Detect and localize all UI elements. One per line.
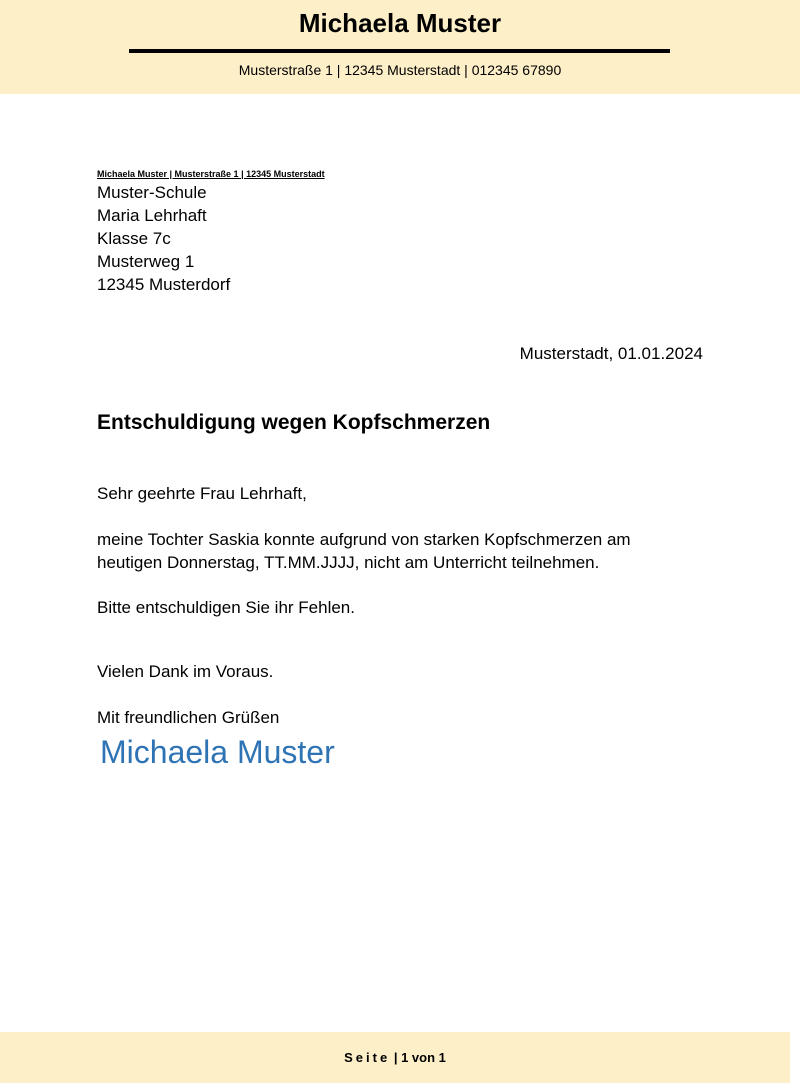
page-label: Seite — [344, 1050, 391, 1065]
recipient-line-3: Klasse 7c — [97, 229, 171, 248]
letterhead-name: Michaela Muster — [298, 8, 502, 38]
letter-date: Musterstadt, 01.01.2024 — [519, 344, 703, 363]
body-paragraph-1-line-1: meine Tochter Saskia konnte aufgrund von starken Kopfschmerzen am — [97, 530, 631, 549]
page-number — [0, 1050, 790, 1065]
body-paragraph-2: Bitte entschuldigen Sie ihr Fehlen. — [97, 598, 355, 617]
sender-return-address: Michaela Muster | Musterstraße 1 | 12345 Musterstadt — [97, 169, 325, 179]
recipient-line-4: Musterweg 1 — [97, 252, 195, 271]
letterhead-contact: Musterstraße 1 | 12345 Musterstadt | 012345 67890 — [238, 62, 562, 78]
body-paragraph-1-line-2: heutigen Donnerstag, TT.MM.JJJJ, nicht am Unterricht teilnehmen. — [97, 553, 600, 572]
thanks-line: Vielen Dank im Voraus. — [97, 662, 274, 681]
letterhead — [0, 0, 800, 94]
letter-subject: Entschuldigung wegen Kopfschmerzen — [97, 411, 491, 434]
recipient-line-1: Muster-Schule — [97, 183, 207, 202]
salutation: Sehr geehrte Frau Lehrhaft, — [97, 484, 307, 503]
closing-line: Mit freundlichen Grüßen — [97, 708, 280, 727]
page-footer — [0, 1032, 790, 1083]
page-info: | 1 von 1 — [393, 1050, 446, 1065]
recipient-line-5: 12345 Musterdorf — [97, 275, 231, 294]
recipient-line-2: Maria Lehrhaft — [97, 206, 207, 225]
letterhead-divider — [129, 49, 670, 53]
signature: Michaela Muster — [100, 734, 335, 770]
